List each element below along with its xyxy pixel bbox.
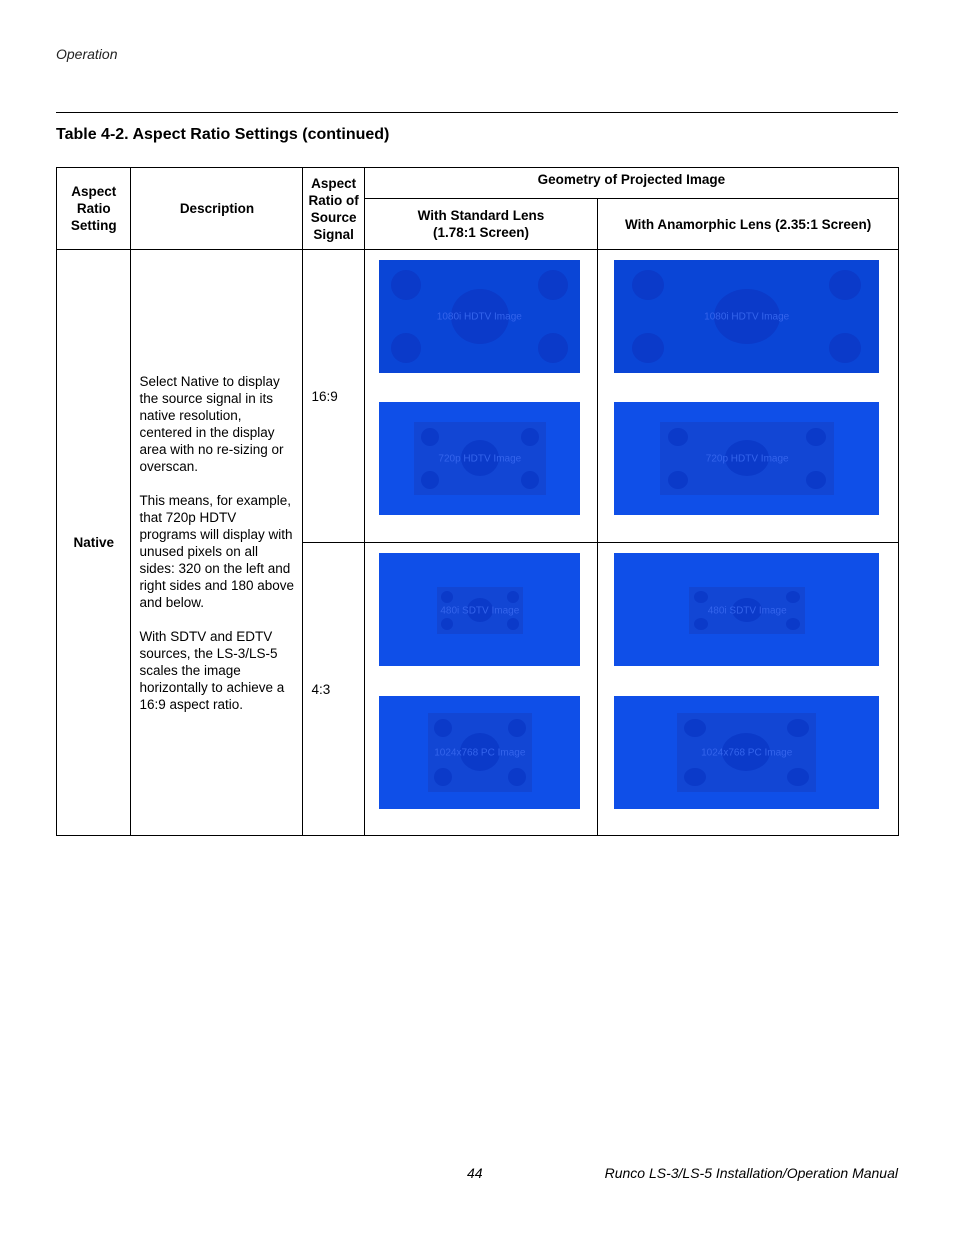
header-rule [56, 112, 898, 113]
ana-lens-16-9-cell [598, 250, 899, 543]
image-caption: 720p HDTV Image [438, 453, 522, 464]
description-cell [131, 250, 303, 836]
ratio-16-9: 16:9 [303, 250, 364, 543]
header-description: Description [131, 168, 303, 250]
manual-title: Runco LS-3/LS-5 Installation/Operation Manual [604, 1165, 898, 1181]
header-setting: Aspect Ratio Setting [57, 168, 131, 250]
screen-720p-ana [614, 402, 879, 515]
section-label: Operation [56, 46, 118, 62]
screen-480i-ana [614, 553, 879, 666]
description-paragraph-2: This means, for example, that 720p HDTV programs will display with unused pixels on all sides: 320 on the left and right sides and 180 above and below. [139, 492, 295, 610]
image-caption: 720p HDTV Image [705, 453, 789, 464]
screen-pc-ana [614, 696, 879, 809]
std-lens-4-3-cell [364, 543, 597, 836]
screen-480i-std [379, 553, 580, 666]
description-paragraph-1: Select Native to display the source signal in its native resolution, centered in the display area with no re-sizing or overscan. [139, 373, 284, 474]
header-source-ratio: Aspect Ratio of Source Signal [303, 168, 364, 250]
aspect-ratio-table [56, 167, 899, 836]
std-lens-16-9-cell [364, 250, 597, 543]
ratio-4-3: 4:3 [303, 543, 364, 836]
image-caption: 1024x768 PC Image [434, 747, 526, 758]
header-anamorphic-lens: With Anamorphic Lens (2.35:1 Screen) [598, 199, 899, 250]
page-number: 44 [467, 1165, 483, 1181]
screen-pc-std [379, 696, 580, 809]
screen-1080i-std [379, 260, 580, 373]
table-title: Table 4-2. Aspect Ratio Settings (continued) [56, 126, 390, 143]
image-caption: 480i SDTV Image [440, 605, 520, 616]
image-caption: 1080i HDTV Image [704, 311, 790, 322]
ana-lens-4-3-cell [598, 543, 899, 836]
image-caption: 1080i HDTV Image [436, 311, 522, 322]
screen-1080i-ana [614, 260, 879, 373]
header-standard-lens: With Standard Lens (1.78:1 Screen) [364, 199, 597, 250]
image-caption: 480i SDTV Image [707, 605, 787, 616]
header-geometry: Geometry of Projected Image [364, 168, 898, 199]
description-paragraph-3: With SDTV and EDTV sources, the LS-3/LS-5 scales the image horizontally to achieve a 16:9 aspect ratio. [139, 628, 285, 712]
setting-native: Native [57, 250, 131, 836]
image-caption: 1024x768 PC Image [701, 747, 793, 758]
screen-720p-std [379, 402, 580, 515]
